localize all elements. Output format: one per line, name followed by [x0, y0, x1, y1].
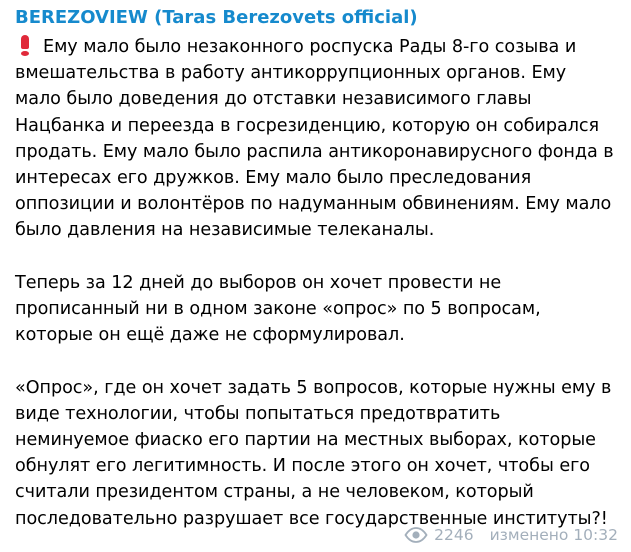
red-exclamation-icon [15, 34, 35, 56]
edited-timestamp: изменено 10:32 [489, 526, 618, 544]
message-paragraph-1 [15, 34, 617, 244]
exclamation-dot [21, 51, 29, 56]
message-text [15, 34, 617, 532]
eye-icon [404, 527, 428, 543]
paragraph-text: Ему мало было незаконного роспуска Рады 8-го созыва и вмешательства в работу антикоррупционных органов. Ему мало было доведения до отставки независимого главы Нацбанка и переезда в госрезиденцию, которую он собирался продать. Ему мало было распила антикоронавирусного фонда в интересах его дружков. Ему мало было преследования оппозиции и волонтёров по надуманным обвинениям. Ему мало было давления на независимые телеканалы. [15, 37, 614, 241]
view-count: 2246 [434, 526, 474, 544]
exclamation-bar [21, 35, 29, 49]
message-paragraph-2: Теперь за 12 дней до выборов он хочет провести не прописанный ни в одном законе «опрос» по 5 вопросам, которые он ещё даже не сформулировал. [15, 272, 541, 346]
message-meta [404, 524, 618, 546]
message-paragraph-3: «Опрос», где он хочет задать 5 вопросов, которые нужны ему в виде технологии, чтобы попытаться предотвратить неминуемое фиаско его партии на местных выборах, которые обнулят его легитимность. И после этого он хочет, чтобы его считали президентом страны, а не человеком, который последовательно разрушает все государственные институты?! [15, 377, 612, 529]
channel-name[interactable]: BEREZOVIEW (Taras Berezovets official) [15, 7, 418, 28]
